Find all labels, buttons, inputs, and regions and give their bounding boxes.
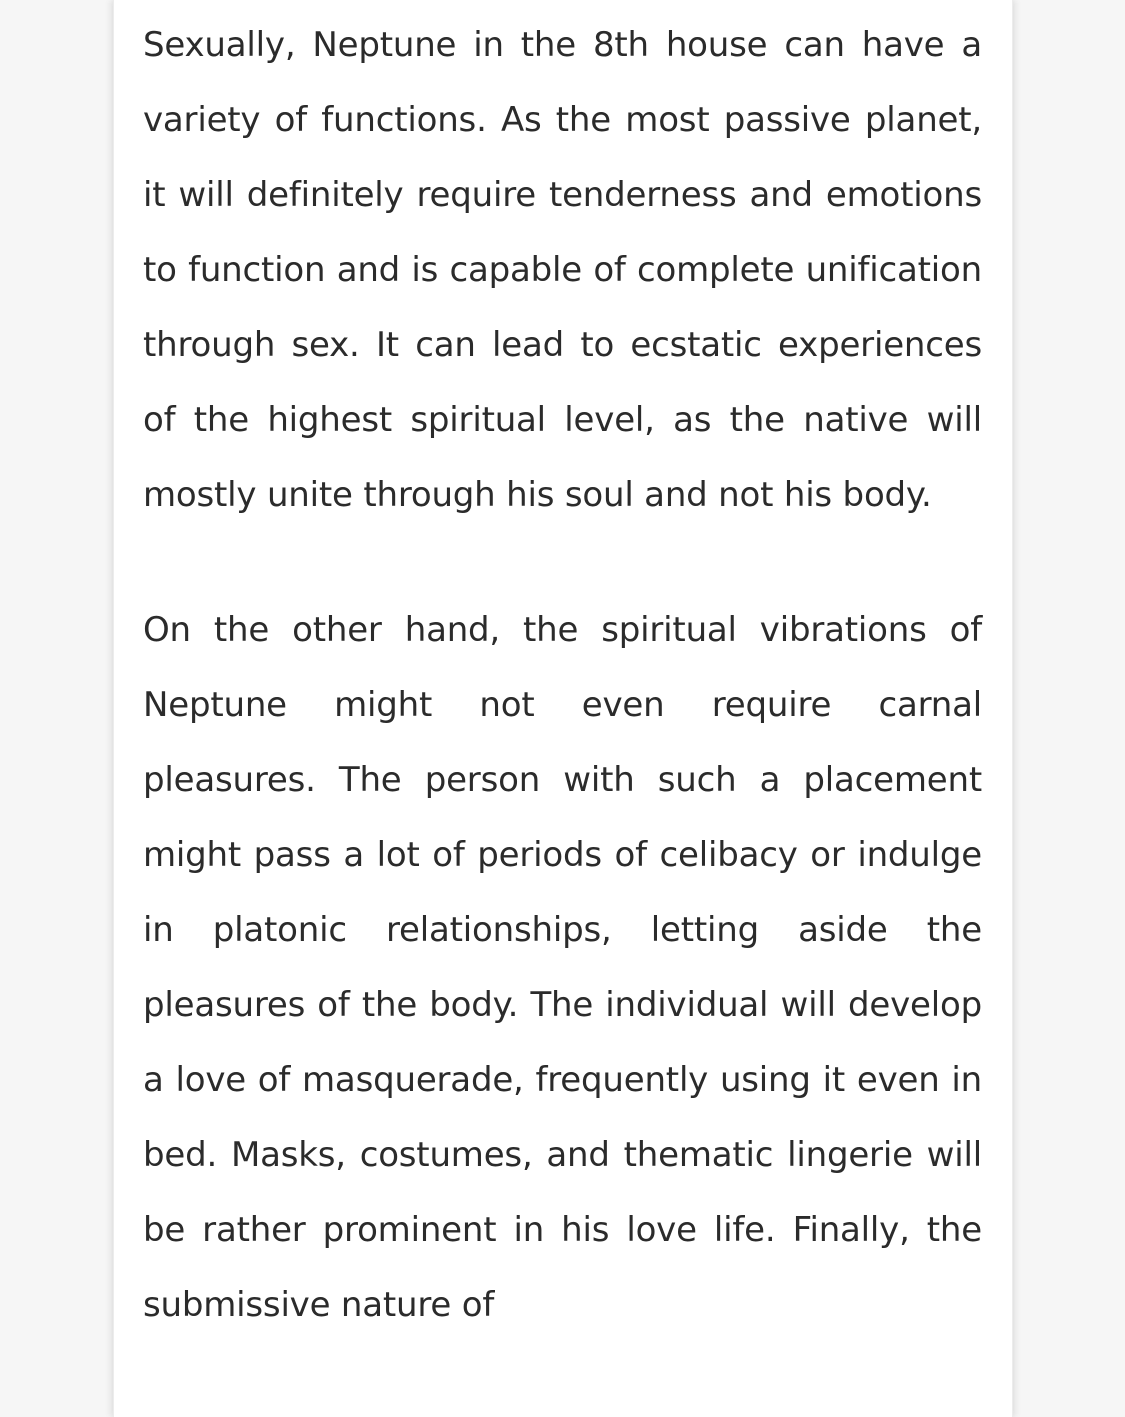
article-page (113, 0, 1013, 1417)
paragraph-1: Sexually, Neptune in the 8th house can have a variety of functions. As the most passive planet, it will definitely require tenderness and emotions to function and is capable of complete unification through sex. It can lead to ecstatic experiences of the highest spiritual level, as the native will mostly unite through his soul and not his body. (143, 25, 982, 515)
article-body (143, 8, 982, 1343)
paragraph-2: On the other hand, the spiritual vibrations of Neptune might not even require carnal pleasures. The person with such a placement might pass a lot of periods of celibacy or indulge in platonic relationships, letting aside the pleasures of the body. The individual will develop a love of masquerade, frequently using it even in bed. Masks, costumes, and thematic lingerie will be rather prominent in his love life. Finally, the submissive nature of (143, 610, 982, 1325)
